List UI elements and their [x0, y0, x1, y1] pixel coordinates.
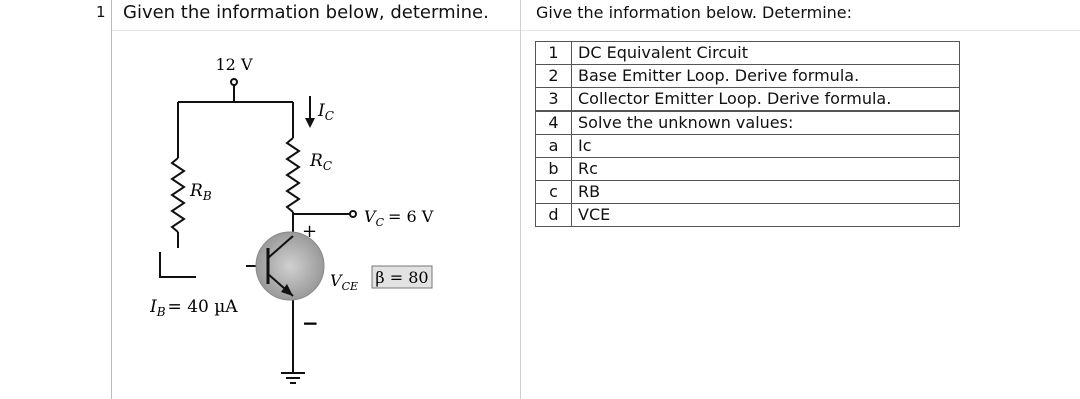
step-text: Collector Emitter Loop. Derive formula.: [572, 88, 960, 112]
task-title: Give the information below. Determine:: [536, 3, 853, 22]
rb-resistor: [172, 158, 184, 232]
table-row: [536, 65, 960, 88]
step-text: DC Equivalent Circuit: [572, 42, 960, 65]
ib-arrow-hook: [160, 252, 196, 277]
table-row: [536, 42, 960, 65]
step-text: Base Emitter Loop. Derive formula.: [572, 65, 960, 88]
transistor-circuit-diagram: [150, 40, 470, 385]
rb-label: $R_B$: [190, 181, 212, 203]
vc-label: $V_C = 6$ V: [364, 207, 434, 229]
column-divider: [520, 0, 521, 399]
vce-label: $V_{CE}$: [330, 271, 359, 293]
step-number: 1: [536, 42, 572, 65]
row-number: 1: [96, 3, 106, 21]
ic-arrow-icon: [305, 96, 315, 128]
step-number: c: [536, 181, 572, 204]
table-row: [536, 135, 960, 158]
table-row: [536, 181, 960, 204]
table-row: [536, 88, 960, 112]
step-text: Rc: [572, 158, 960, 181]
table-row: [536, 111, 960, 135]
step-text: Ic: [572, 135, 960, 158]
step-text: Solve the unknown values:: [572, 111, 960, 135]
rc-label: $R_C$: [310, 151, 332, 173]
vc-terminal: [350, 211, 356, 217]
ground-icon: [281, 373, 305, 383]
steps-table: [535, 41, 960, 227]
step-text: RB: [572, 181, 960, 204]
ic-label: $I_C$: [318, 101, 334, 123]
row-number-cell: [0, 0, 112, 399]
vce-plus-sign: +: [302, 221, 318, 242]
supply-voltage-label: 12 V: [215, 55, 253, 74]
rc-resistor: [287, 138, 299, 212]
supply-terminal: [231, 79, 237, 85]
step-number: d: [536, 204, 572, 227]
npn-transistor-icon: [256, 232, 324, 300]
step-number: 3: [536, 88, 572, 112]
step-number: a: [536, 135, 572, 158]
vce-minus-sign: −: [302, 311, 319, 335]
ib-label: $I_B = 40$ µA: [150, 297, 238, 319]
step-text: VCE: [572, 204, 960, 227]
table-row: [536, 204, 960, 227]
problem-title: Given the information below, determine.: [123, 2, 489, 23]
header-divider: [112, 30, 1080, 31]
step-number: 4: [536, 111, 572, 135]
step-number: b: [536, 158, 572, 181]
beta-label: β = 80: [375, 268, 429, 287]
step-number: 2: [536, 65, 572, 88]
table-row: [536, 158, 960, 181]
